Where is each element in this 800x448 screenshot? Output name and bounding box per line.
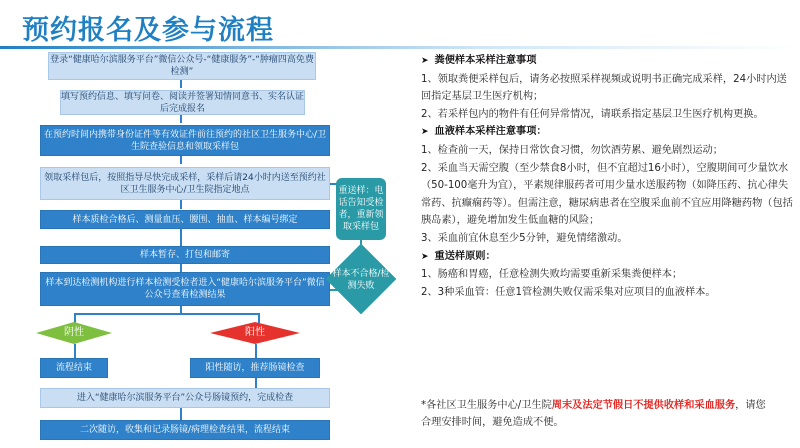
- flow-step-detection: 样本到达检测机构进行样本检测受检者进入“健康哈尔滨服务平台”微信公众号查看检测结果: [40, 272, 330, 306]
- flow-connector: [180, 408, 182, 420]
- branch-connector: [74, 344, 76, 358]
- negative-end-box: 流程结束: [40, 358, 108, 378]
- flow-step-sampling: 领取采样包后，按照指导尽快完成采样，采样后请24小时内送至预约社区卫生服务中心/卫生院指定地点: [40, 167, 330, 200]
- flow-step-register: 填写预约信息、填写问卷、阅读并签署知情同意书、实名认证后完成报名: [61, 91, 305, 114]
- colonoscopy-step: 进入“健康哈尔滨服务平台”公众号肠镜预约，完成检查: [40, 388, 330, 408]
- branch-connector: [255, 344, 257, 358]
- flow-step-login: 登录“健康哈尔滨服务平台”微信公众号-“健康服务”-“肿瘤四高免费检测”: [48, 52, 316, 80]
- flow-connector: [180, 306, 182, 314]
- page-title: 预约报名及参与流程: [22, 15, 274, 46]
- footer-note-highlight: 周末及法定节假日不提供收样和采血服务: [551, 400, 736, 411]
- notes-item: 2、3种采血管：任意1管检测失败仅需采集对应项目的血液样本。: [421, 286, 716, 298]
- resend-sample-box: 重送样：电话告知受检者，重新领取采样包: [336, 178, 386, 240]
- notes-heading: [421, 248, 793, 267]
- notes-item: 1、领取粪便采样包后，请务必按照采样视频或说明书正确完成采样，24小时内送回指定基层卫生医疗机构；: [421, 73, 787, 103]
- footer-note: [421, 397, 771, 431]
- notes-item: 3、采血前宜休息至少5分钟，避免情绪激动。: [421, 232, 628, 244]
- notes-item: 2、采血当天需空腹（至少禁食8小时，但不宜超过16小时），空腹期间可少量饮水（50-100毫升为宜），平素规律服药者可用少量水送服药物（如降压药、抗心律失常药、抗癫痫药等）。但需注意，糖尿病患者在空腹采血前不宜应用降糖药物（包括胰岛素），避免增加发生低血糖的风险；: [421, 162, 793, 227]
- notes-panel: [421, 52, 793, 301]
- stool-heading: 粪便样本采样注意事项: [434, 55, 537, 66]
- flow-connector: [180, 199, 182, 209]
- flow-step-package: 样本暂存、打包和邮寄: [40, 246, 330, 264]
- unqualified-connector: [330, 289, 338, 291]
- unqualified-label: 样本不合格/检测失败: [332, 269, 390, 291]
- negative-label: 阴性: [64, 327, 84, 338]
- flow-step-quality-check: 样本质检合格后、测量血压、腰围、抽血、样本编号绑定: [40, 210, 330, 229]
- title-underline: [0, 46, 800, 49]
- branch-connector: [74, 313, 260, 315]
- footer-note-c: ，请您合理安排时间，避免造成不便。: [421, 400, 766, 428]
- followup-step: 二次随访，收集和记录肠镜/病理检查结果，流程结束: [40, 420, 330, 440]
- footer-note-a: *各社区卫生服务中心/卫生院: [421, 400, 552, 411]
- notes-item: 2、若采样包内的物件有任何异常情况，请联系指定基层卫生医疗机构更换。: [421, 108, 764, 120]
- notes-item: 1、肠癌和胃癌，任意检测失败均需要重新采集粪便样本；: [421, 269, 683, 281]
- notes-heading: [421, 123, 793, 142]
- positive-label: 阳性: [245, 327, 265, 338]
- blood-heading: 血液样本采样注意事项：: [434, 126, 547, 138]
- positive-followup-box: 阳性随访，推荐肠镜检查: [190, 358, 320, 378]
- flow-step-collect-kit: 在预约时间内携带身份证件等有效证件前往预约的社区卫生服务中心/卫生院查验信息和领取采样包: [40, 125, 330, 156]
- arrow-marker-icon: ➤: [421, 251, 429, 262]
- arrow-marker-icon: ➤: [421, 56, 429, 66]
- notes-heading: [421, 52, 793, 71]
- flow-connector: [255, 378, 257, 388]
- flow-connector: [180, 227, 182, 247]
- resend-heading: 重送样原则：: [434, 250, 496, 262]
- notes-item: 1、检查前一天，保持日常饮食习惯，勿饮酒劳累、避免剧烈运动；: [421, 144, 723, 156]
- arrow-marker-icon: ➤: [421, 127, 429, 138]
